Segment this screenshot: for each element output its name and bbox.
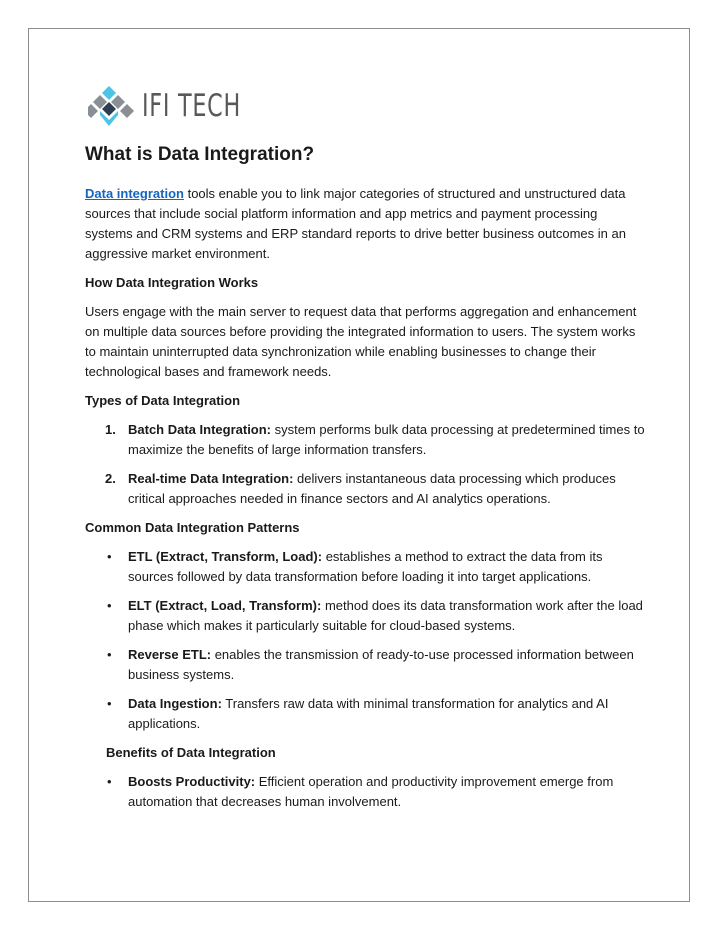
item-label: ELT (Extract, Load, Transform): xyxy=(128,598,322,613)
bullet-icon: • xyxy=(107,774,112,789)
how-heading: How Data Integration Works xyxy=(85,275,259,290)
item-label: Real-time Data Integration: xyxy=(128,471,294,486)
item-text: Efficient operation and productivity improvement emerge from automation that decreases human involvement. xyxy=(128,774,614,809)
logo-text: IFI TECH xyxy=(142,88,241,124)
item-text: delivers instantaneous data processing which produces critical approaches needed in finance sectors and AI analytics operations. xyxy=(128,471,616,506)
page-title: What is Data Integration? xyxy=(85,144,315,165)
bullet-icon: • xyxy=(107,549,112,564)
list-number: 1. xyxy=(105,422,116,437)
intro-text: tools enable you to link major categories of structured and unstructured data sources that include social platform information and app metrics and payment processing systems and CRM systems and ERP standard reports to drive better business outcomes in an aggressive market environment. xyxy=(85,186,626,261)
types-list xyxy=(85,420,645,509)
types-heading: Types of Data Integration xyxy=(85,393,241,408)
item-label: Reverse ETL: xyxy=(128,647,212,662)
list-item xyxy=(85,420,645,460)
item-text: enables the transmission of ready-to-use processed information between business systems. xyxy=(128,647,634,682)
list-number: 2. xyxy=(105,471,116,486)
intro-paragraph xyxy=(85,184,645,264)
item-text: establishes a method to extract the data from its sources followed by data transformation before loading it into target applications. xyxy=(128,549,603,584)
benefits-heading: Benefits of Data Integration xyxy=(106,745,276,760)
list-item xyxy=(85,772,645,812)
bullet-icon: • xyxy=(107,647,112,662)
bullet-icon: • xyxy=(107,598,112,613)
list-item xyxy=(85,596,645,636)
item-label: Boosts Productivity: xyxy=(128,774,256,789)
bullet-icon: • xyxy=(107,696,112,711)
benefits-list xyxy=(85,772,645,812)
article-body xyxy=(85,142,645,821)
list-item xyxy=(85,645,645,685)
item-text: system performs bulk data processing at predetermined times to maximize the benefits of large information transfers. xyxy=(128,422,645,457)
data-integration-link[interactable]: Data integration xyxy=(85,186,184,201)
list-item xyxy=(85,547,645,587)
list-item xyxy=(85,469,645,509)
list-item xyxy=(85,694,645,734)
item-label: Data Ingestion: xyxy=(128,696,222,711)
company-logo xyxy=(88,84,279,128)
item-label: ETL (Extract, Transform, Load): xyxy=(128,549,323,564)
how-paragraph: Users engage with the main server to request data that performs aggregation and enhancement on multiple data sources before providing the integrated information to users. The system works to maintain uninterrupted data synchronization while enabling businesses to change their technological bases and framework needs. xyxy=(85,304,637,379)
item-text: Transfers raw data with minimal transformation for analytics and AI applications. xyxy=(128,696,609,731)
patterns-list xyxy=(85,547,645,734)
diamond-logo-icon xyxy=(88,84,134,128)
item-label: Batch Data Integration: xyxy=(128,422,272,437)
item-text: method does its data transformation work after the load phase which makes it particularly suitable for cloud-based systems. xyxy=(128,598,643,633)
patterns-heading: Common Data Integration Patterns xyxy=(85,520,300,535)
